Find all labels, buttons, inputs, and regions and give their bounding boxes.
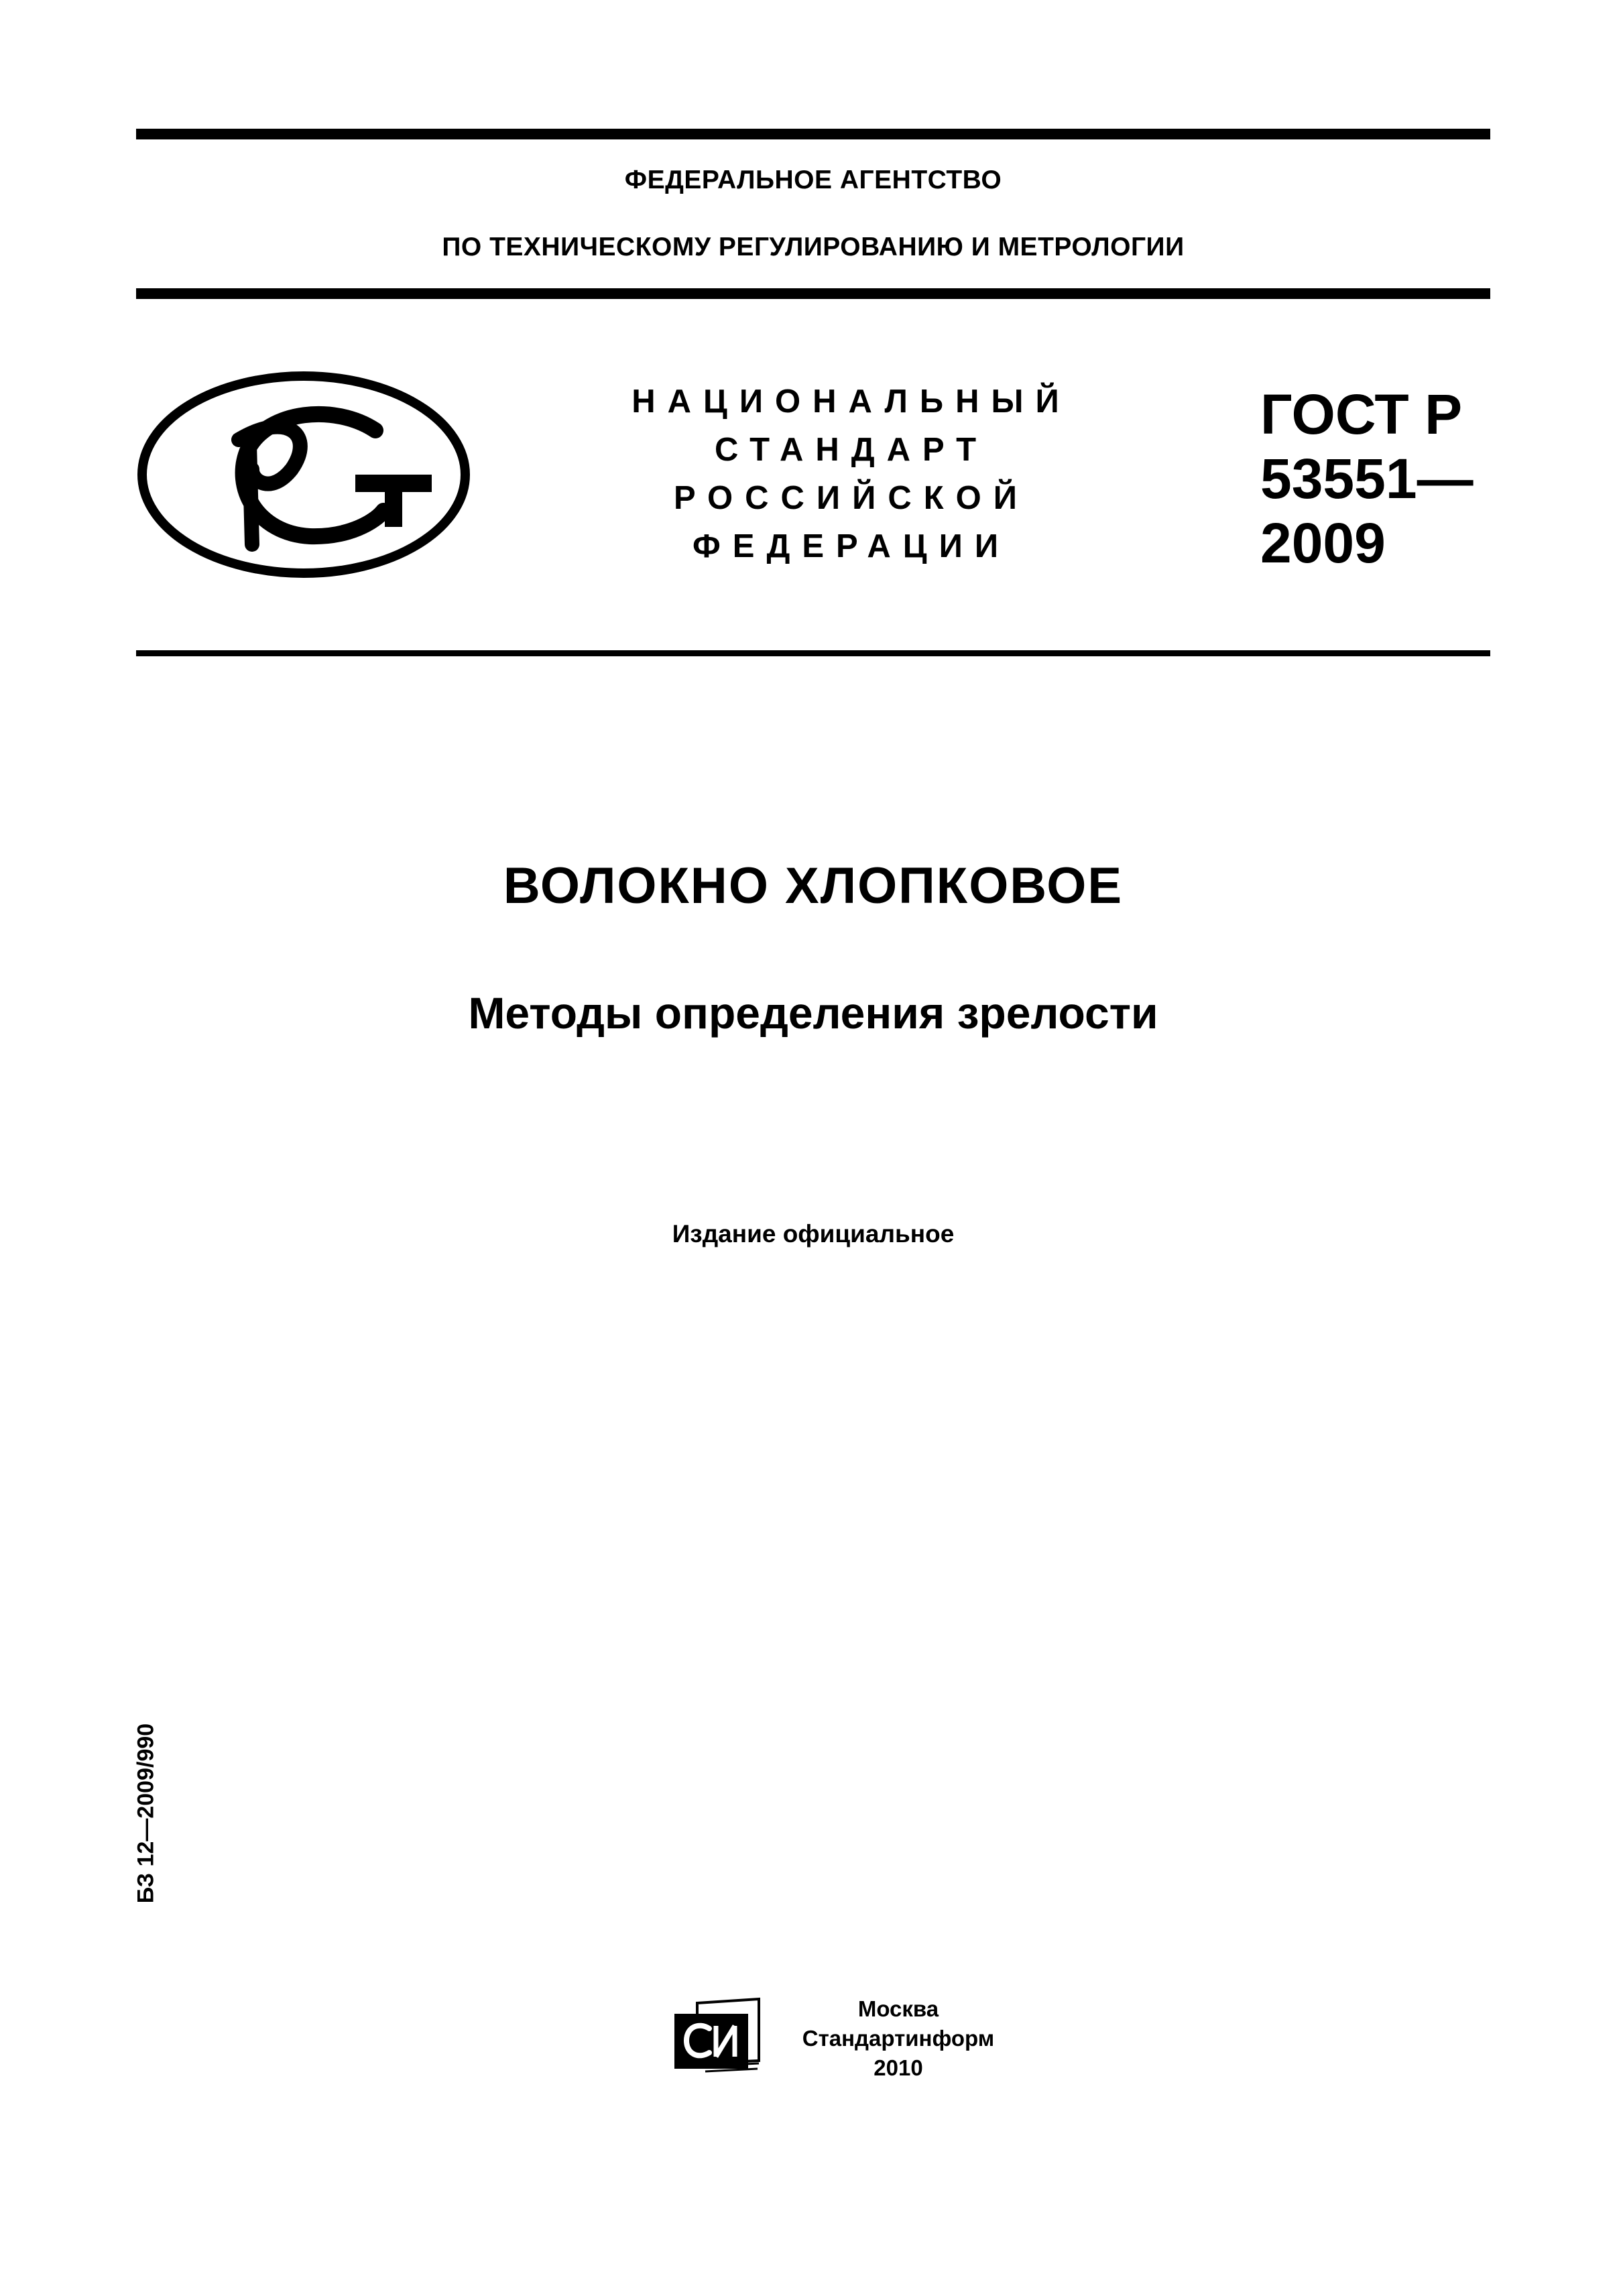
gost-line-1: ГОСТ Р bbox=[1260, 383, 1463, 446]
publisher-name: Стандартинформ bbox=[802, 2026, 995, 2051]
document-subtitle: Методы определения зрелости bbox=[468, 988, 1158, 1038]
national-line-4: ФЕДЕРАЦИИ bbox=[692, 528, 1011, 564]
standartinform-logo-icon bbox=[670, 1996, 766, 2081]
publisher-year: 2010 bbox=[874, 2055, 923, 2080]
top-rule bbox=[136, 129, 1490, 139]
agency-name-line-1: ФЕДЕРАЛЬНОЕ АГЕНТСТВО bbox=[624, 166, 1002, 194]
side-registration-code: БЗ 12—2009/990 bbox=[133, 1723, 159, 1904]
national-standard-heading bbox=[603, 377, 1099, 570]
publisher-imprint bbox=[784, 1994, 1012, 2083]
publisher-city: Москва bbox=[857, 1996, 939, 2021]
gost-line-3: 2009 bbox=[1260, 511, 1386, 575]
gost-line-2: 53551— bbox=[1260, 447, 1474, 510]
header-bottom-rule bbox=[136, 288, 1490, 299]
national-line-3: РОССИЙСКОЙ bbox=[674, 480, 1029, 516]
gost-designation bbox=[1260, 382, 1488, 575]
national-line-2: СТАНДАРТ bbox=[714, 432, 989, 468]
edition-label: Издание официальное bbox=[672, 1220, 955, 1248]
document-title: ВОЛОКНО ХЛОПКОВОЕ bbox=[503, 857, 1124, 914]
agency-name-line-2: ПО ТЕХНИЧЕСКОМУ РЕГУЛИРОВАНИЮ И МЕТРОЛОГИИ bbox=[442, 233, 1185, 261]
rst-certification-mark-icon bbox=[134, 369, 473, 581]
section-rule bbox=[136, 650, 1490, 656]
national-line-1: НАЦИОНАЛЬНЫЙ bbox=[632, 383, 1071, 420]
